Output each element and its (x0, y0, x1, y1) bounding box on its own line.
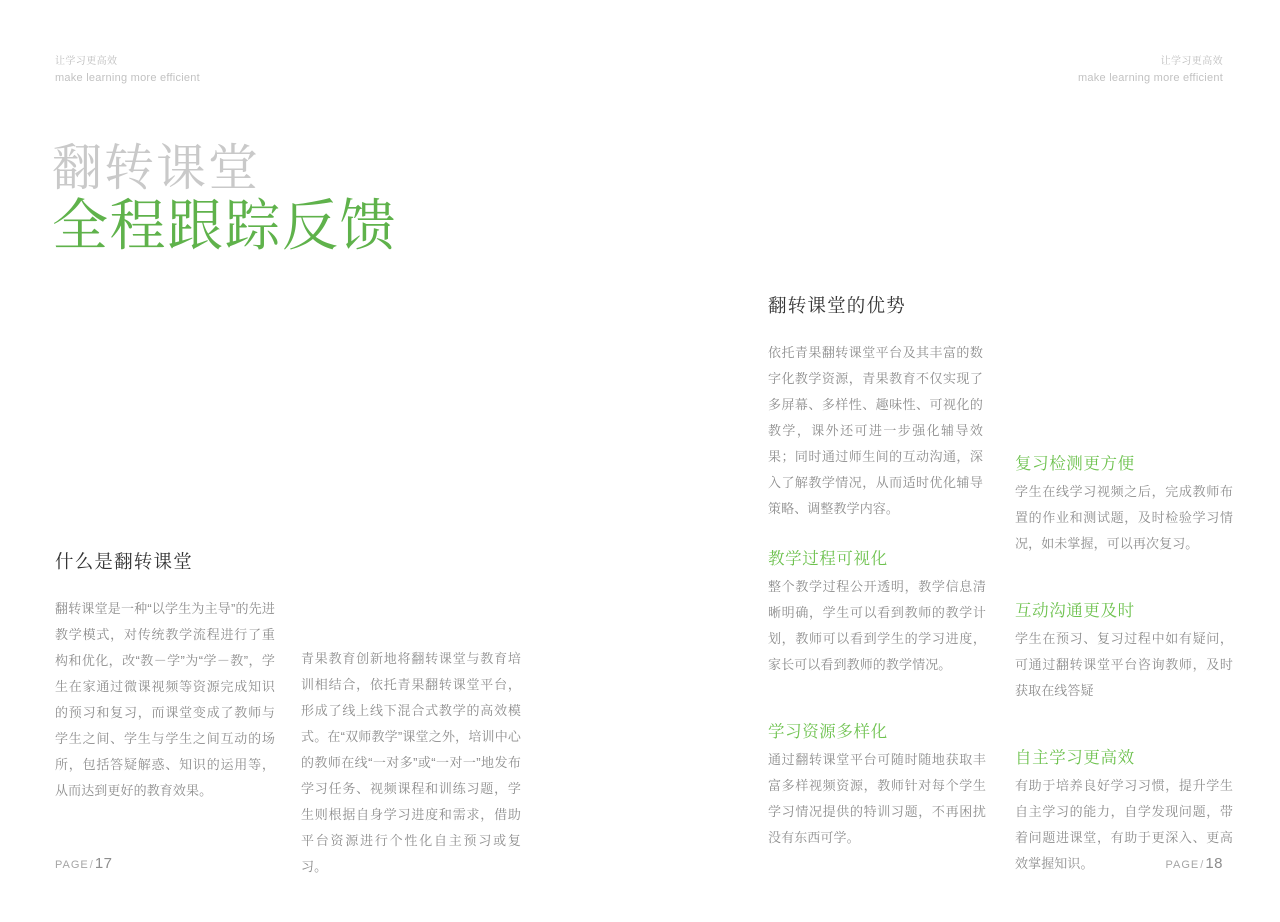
page-number-right-label: PAGE (1165, 859, 1200, 871)
advantage-card (768, 718, 986, 851)
cover-title (52, 140, 397, 257)
page-number-left-separator: / (89, 859, 94, 871)
advantage-heading: 自主学习更高效 (1015, 749, 1135, 767)
right-section-heading: 翻转课堂的优势 (768, 295, 906, 316)
page-number-right-value: 18 (1205, 855, 1223, 872)
advantage-text: 通过翻转课堂平台可随时随地获取丰富多样视频资源，教师针对每个学生学习情况提供的特训习题，不再困扰没有东西可学。 (768, 752, 986, 845)
advantage-text: 学生在预习、复习过程中如有疑问，可通过翻转课堂平台咨询教师，及时获取在线答疑 (1015, 631, 1233, 698)
right-intro-paragraph: 依托青果翻转课堂平台及其丰富的数字化教学资源，青果教育不仅实现了多屏幕、多样性、趣味性、可视化的教学，课外还可进一步强化辅导效果；同时通过师生间的互动沟通，深入了解教学情况，从而适时优化辅导策略、调整教学内容。 (768, 345, 983, 516)
running-header-right-cn: 让学习更高效 (1160, 56, 1223, 67)
left-column-1 (55, 596, 275, 880)
advantage-text: 有助于培养良好学习习惯，提升学生自主学习的能力，自学发现问题，带着问题进课堂，有助于更深入、更高效掌握知识。 (1015, 778, 1233, 871)
cover-title-line-2: 全程跟踪反馈 (52, 193, 397, 257)
right-column-a (768, 545, 986, 851)
running-header-left (55, 55, 200, 86)
advantage-heading: 复习检测更方便 (1015, 455, 1135, 473)
cover-title-line-1: 翻转课堂 (52, 140, 260, 196)
left-column-1-paragraph: 翻转课堂是一种“以学生为主导”的先进教学模式，对传统教学流程进行了重构和优化，改“教－学”为“学－教”，学生在家通过微课视频等资源完成知识的预习和复习，而课堂变成了教师与学生之间、学生与学生之间互动的场所，包括答疑解惑、知识的运用等，从而达到更好的教育效果。 (55, 601, 275, 798)
page-number-right-separator: / (1200, 859, 1205, 871)
page-number-left-label: PAGE (55, 859, 89, 871)
right-intro-block (768, 292, 983, 522)
advantage-text: 整个教学过程公开透明，教学信息清晰明确，学生可以看到教师的教学计划，教师可以看到学生的学习进度，家长可以看到教师的教学情况。 (768, 579, 986, 672)
advantage-card (1015, 597, 1233, 704)
advantage-text: 学生在线学习视频之后，完成教师布置的作业和测试题，及时检验学习情况，如未掌握，可以再次复习。 (1015, 484, 1233, 551)
running-header-left-en: make learning more efficient (55, 71, 200, 84)
left-content-block (55, 548, 531, 880)
page-number-left (55, 855, 113, 872)
left-column-2 (301, 596, 521, 880)
right-column-b (1015, 450, 1233, 877)
left-columns (55, 596, 531, 880)
advantage-heading: 互动沟通更及时 (1015, 602, 1135, 620)
advantage-heading: 教学过程可视化 (768, 550, 888, 568)
advantage-card (1015, 450, 1233, 557)
advantage-heading: 学习资源多样化 (768, 723, 888, 741)
left-column-2-paragraph: 青果教育创新地将翻转课堂与教育培训相结合，依托青果翻转课堂平台，形成了线上线下混合式教学的高效模式。在“双师教学”课堂之外，培训中心的教师在线“一对多”或“一对一”地发布学习任务、视频课程和训练习题，学生则根据自身学习进度和需求，借助平台资源进行个性化自主预习或复习。 (301, 651, 521, 874)
left-section-heading: 什么是翻转课堂 (55, 551, 193, 572)
page-number-right (1165, 855, 1223, 872)
page-number-left-value: 17 (94, 855, 113, 872)
advantage-card (768, 545, 986, 678)
running-header-left-cn: 让学习更高效 (55, 56, 118, 67)
page-right (640, 0, 1280, 922)
running-header-right (1078, 55, 1223, 86)
running-header-right-en: make learning more efficient (1078, 71, 1223, 84)
